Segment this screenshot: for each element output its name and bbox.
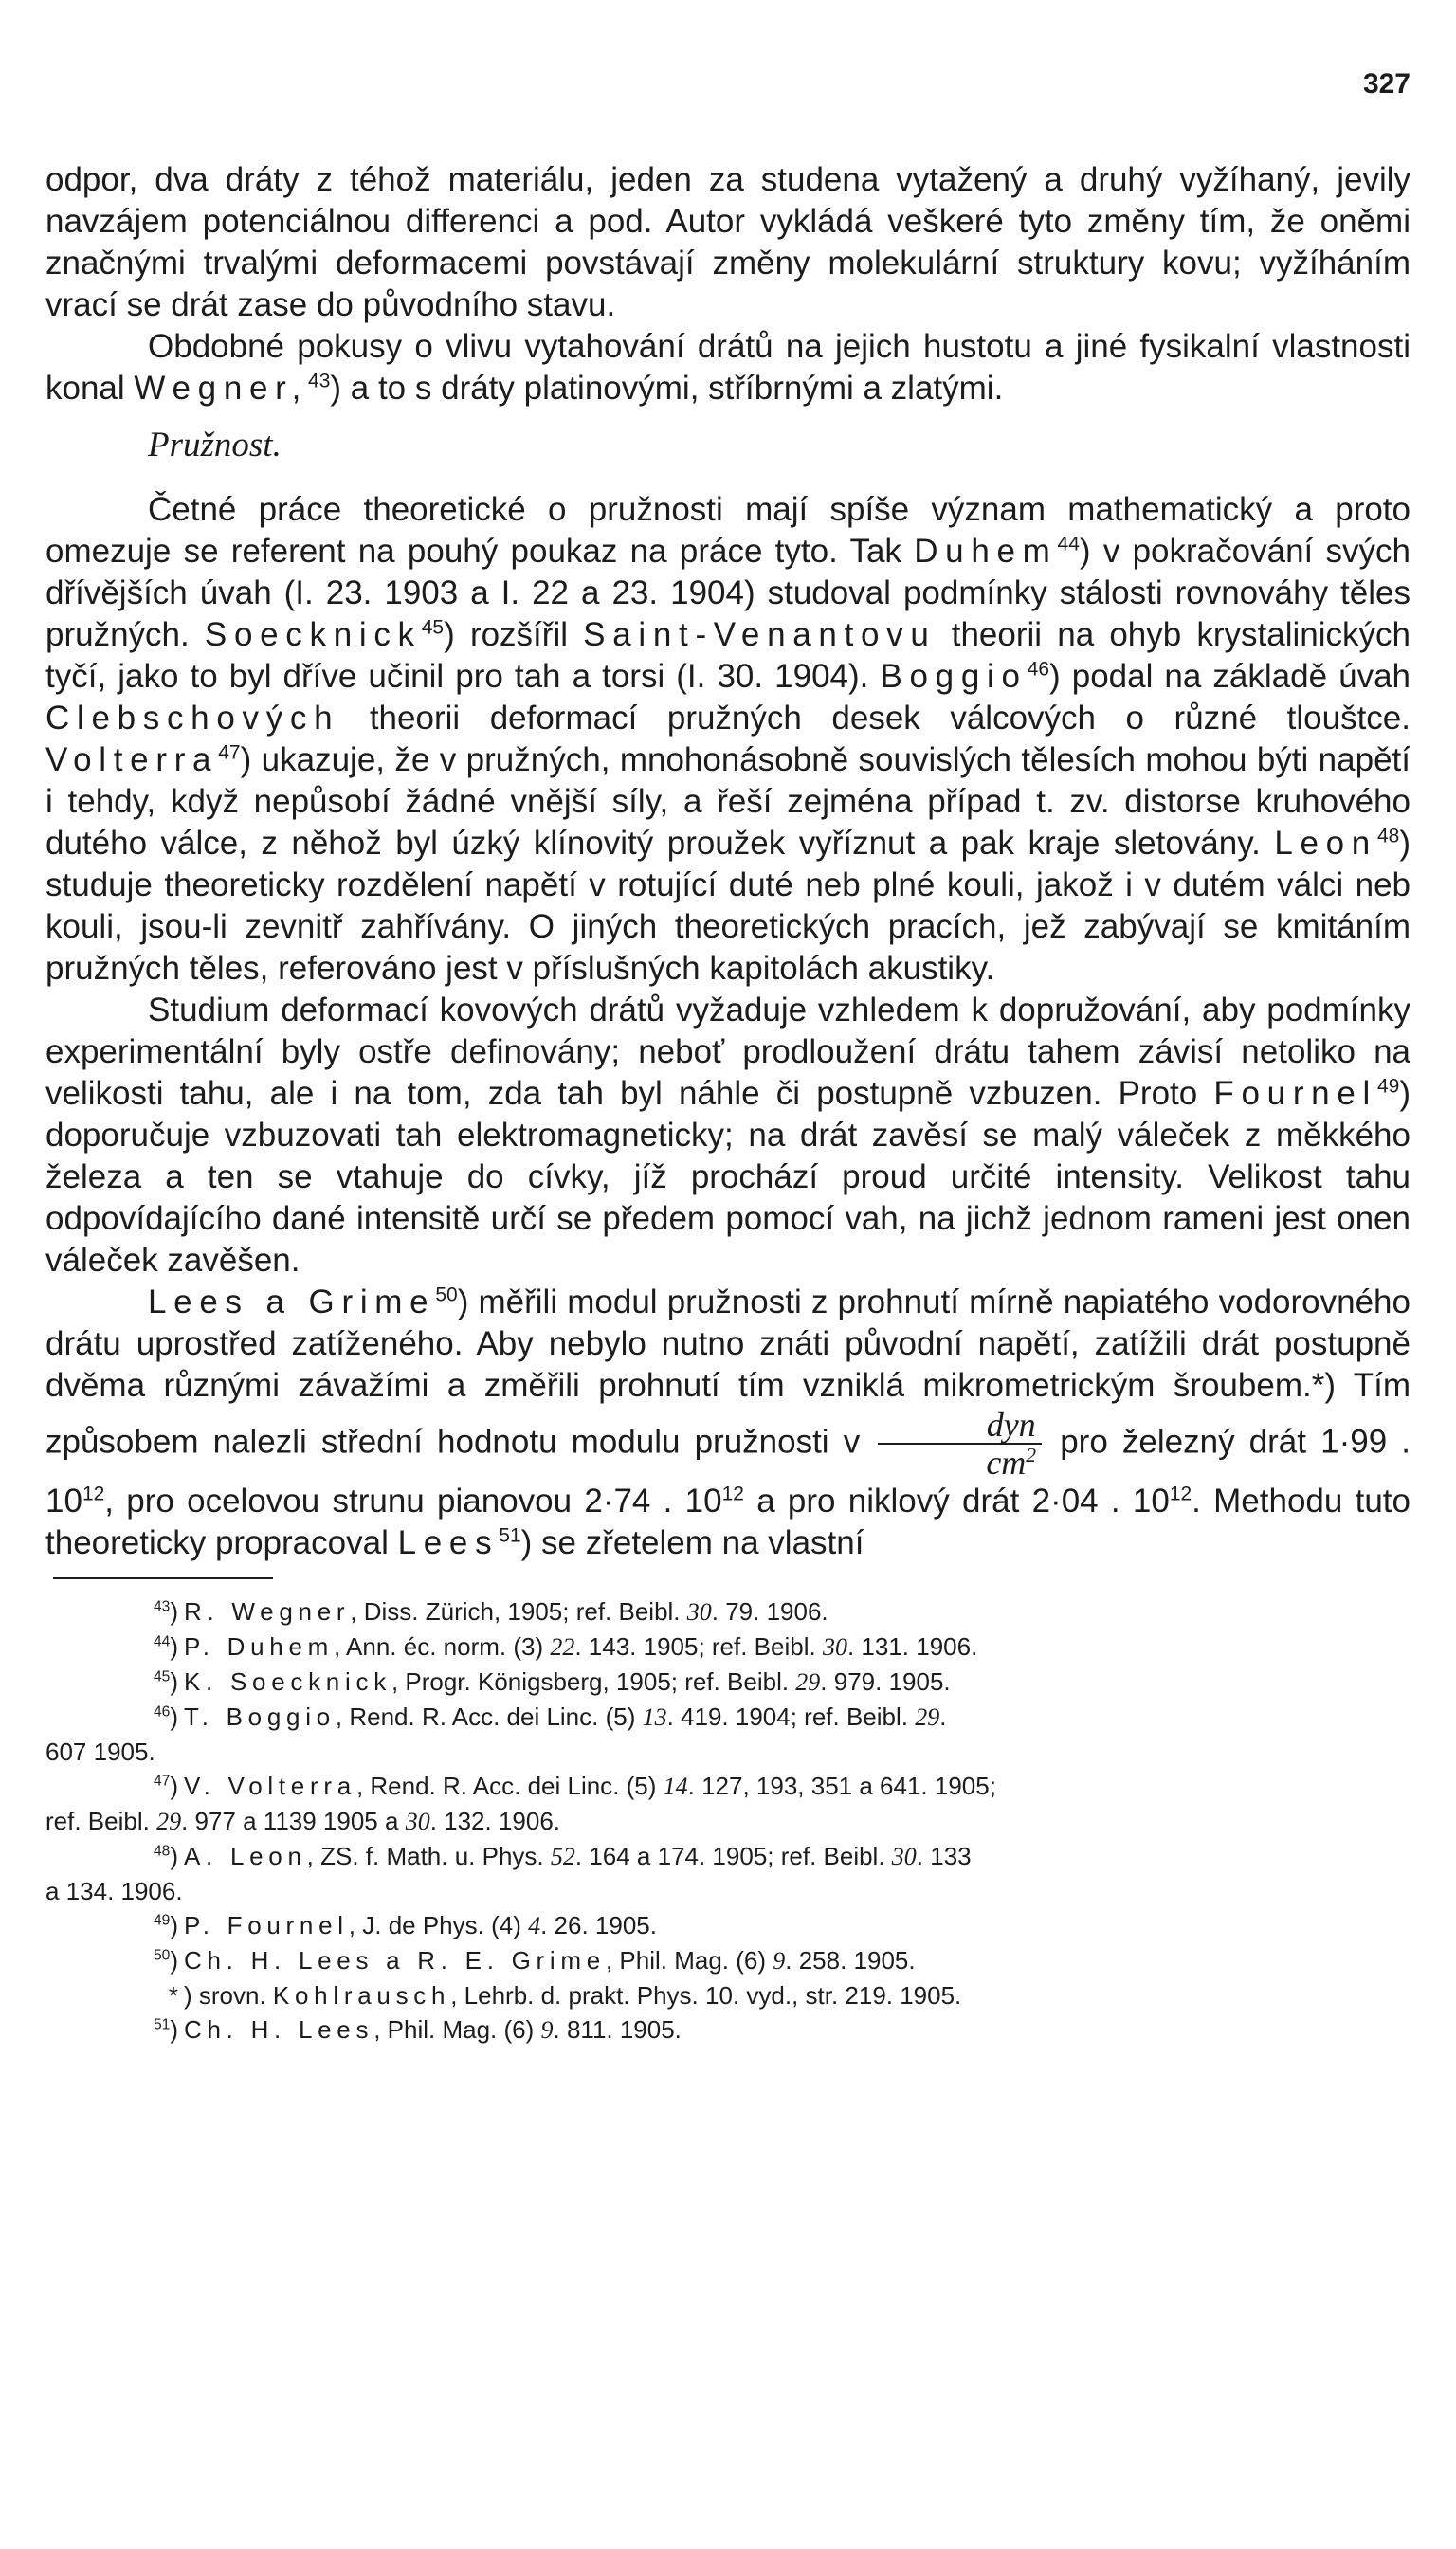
- author-name: Boggio: [880, 658, 1028, 695]
- fraction-numerator: dyn: [878, 1407, 1042, 1445]
- ref-mark: 43: [308, 370, 331, 392]
- fraction-denominator: $cm^2$: [986, 1444, 1037, 1482]
- ref-mark: 49: [1376, 1075, 1400, 1098]
- main-text: [46, 159, 1410, 2048]
- author-name: Lees: [397, 1524, 500, 1561]
- footnote-43: $^{43}$) R. Wegner, Diss. Zürich, 1905; ref. Beibl. 30. 79. 1906.: [153, 1597, 828, 1626]
- footnote-46-continued: 607 1905.: [46, 1738, 155, 1766]
- footnote-50: $^{50}$) Ch. H. Lees a R. E. Grime, Phil. Mag. (6) 9. 258. 1905.: [153, 1946, 916, 1975]
- author-name: Wegner,: [134, 370, 309, 407]
- author-name: Volterra: [46, 741, 219, 778]
- ref-mark: 48: [1376, 825, 1400, 847]
- footnote-45: $^{45}$) K. Soecknick, Progr. Königsberg, 1905; ref. Beibl. 29. 979. 1905.: [153, 1667, 951, 1696]
- ref-mark: 51: [499, 1524, 521, 1547]
- footnote-47-continued: ref. Beibl. 29. 977 a 1139 1905 a 30. 132. 1906.: [46, 1807, 561, 1835]
- paragraph-4: Studium deformací kovových drátů vyžaduje vzhledem k dopružování, aby podmínky experimentální byly ostře definovány; neboť prodloužení drátu tahem závisí netoliko na velikosti tahu, ale i na tom, zda tah byl náhle či postupně vzbuzen. Proto Fournel$^{49}$) doporučuje vzbuzovati tah elektromagneticky; na drát zavěsí se malý váleček z měkkého železa a ten se vtahuje do cívky, jíž prochází proud určité intensity. Velikost tahu odpovídajícího dané intensitě určí se předem pomocí vah, na jichž jednom rameni jest onen váleček zavěšen.: [46, 992, 1410, 1279]
- ref-mark: 44: [1057, 533, 1080, 555]
- author-name: Clebschových: [46, 700, 340, 737]
- paragraph-5: Lees a Grime$^{50}$) měřili modul pružnosti z prohnutí mírně napiatého vodorovného drátu uprostřed zatíženého. Aby nebylo nutno znáti původní napětí, zatížili drát postupně dvěma různými závažími a změřili prohnutí tím vzniklá mikrometrickým šroubem.*) Tím způsobem nalezli střední hodnotu modulu pružnosti v $\frac{\text{dyn}}{cm^2}$ pro železný drát 1·99 . $10^{12}$, pro ocelovou strunu pianovou 2·74 . $10^{12}$ a pro niklový drát 2·04 . $10^{12}$. Methodu tuto theoreticky propracoval Lees$^{51}$) se zřetelem na vlastní: [46, 1284, 1410, 1561]
- section-heading: Pružnost.: [148, 426, 282, 464]
- footnote-46: $^{46}$) T. Boggio, Rend. R. Acc. dei Linc. (5) 13. 419. 1904; ref. Beibl. 29.: [153, 1702, 947, 1731]
- footnote-star: * ) srovn. Kohlrausch, Lehrb. d. prakt. Phys. 10. vyd., str. 219. 1905.: [168, 1981, 962, 2010]
- footnote-48: $^{48}$) A. Leon, ZS. f. Math. u. Phys. 52. 164 a 174. 1905; ref. Beibl. 30. 133: [153, 1842, 972, 1870]
- footnote-44: $^{44}$) P. Duhem, Ann. éc. norm. (3) 22. 143. 1905; ref. Beibl. 30. 131. 1906.: [153, 1632, 978, 1661]
- author-name: Soecknick: [204, 616, 422, 653]
- paragraph-2: Obdobné pokusy o vlivu vytahování drátů na jejich hustotu a jiné fysikalní vlastnosti konal Wegner,$^{43}$) a to s dráty platinovými, stříbrnými a zlatými.: [46, 328, 1410, 407]
- ref-mark: 45: [421, 616, 445, 639]
- footnote-48-continued: a 134. 1906.: [46, 1877, 183, 1905]
- author-name: Fournel: [1213, 1075, 1377, 1112]
- footnotes: [46, 1594, 1410, 2048]
- unit-fraction: [878, 1407, 1042, 1481]
- footnote-51: $^{51}$) Ch. H. Lees, Phil. Mag. (6) 9. 811. 1905.: [153, 2015, 682, 2044]
- ref-mark: 47: [218, 741, 241, 764]
- author-name: Saint-Venantovu: [583, 616, 937, 653]
- author-name: Leon: [1274, 825, 1377, 862]
- author-name: Lees a Grime: [148, 1284, 436, 1320]
- author-name: Duhem: [914, 533, 1058, 570]
- footnote-47: $^{47}$) V. Volterra, Rend. R. Acc. dei Linc. (5) 14. 127, 193, 351 a 641. 1905;: [153, 1772, 996, 1800]
- paragraph-1: odpor, dva dráty z téhož materiálu, jeden za studena vytažený a druhý vyžíhaný, jevily navzájem potenciálnou differenci a pod. Autor vykládá veškeré tyto změny tím, že oněmi značnými trvalými deformacemi povstávají změny molekulární struktury kovu; vyžíháním vrací se drát zase do původního stavu.: [46, 161, 1410, 323]
- ref-mark: 46: [1027, 658, 1050, 681]
- footnote-divider: [53, 1577, 273, 1579]
- ref-mark: 50: [435, 1284, 458, 1306]
- page-number: 327: [1362, 68, 1410, 100]
- paragraph-3: Četné práce theoretické o pružnosti mají spíše význam mathematický a proto omezuje se referent na pouhý poukaz na práce tyto. Tak Duhem$^{44}$) v pokračování svých dřívějších úvah (I. 23. 1903 a I. 22 a 23. 1904) studoval podmínky stálosti rovnováhy těles pružných. Soecknick$^{45}$) rozšířil Saint-Venantovu theorii na ohyb krystalinických tyčí, jako to byl dříve učinil pro tah a torsi (I. 30. 1904). Boggio$^{46}$) podal na základě úvah Clebschových theorii deformací pružných desek válcových o různé tlouštce. Volterra$^{47}$) ukazuje, že v pružných, mnohonásobně souvislých tělesích mohou býti napětí i tehdy, když nepůsobí žádné vnější síly, a řeší zejména případ t. zv. distorse kruhového dutého válce, z něhož byl úzký klínovitý proužek vyříznut a pak kraje sletovány. Leon$^{48}$) studuje theoreticky rozdělení napětí v rotující duté neb plné kouli, jakož i v dutém válci neb kouli, jsou-li zevnitř zahřívány. O jiných theoretických pracích, jež zabývají se kmitáním pružných těles, referováno jest v příslušných kapitolách akustiky.: [46, 491, 1411, 987]
- footnote-49: $^{49}$) P. Fournel, J. de Phys. (4) 4. 26. 1905.: [153, 1911, 657, 1939]
